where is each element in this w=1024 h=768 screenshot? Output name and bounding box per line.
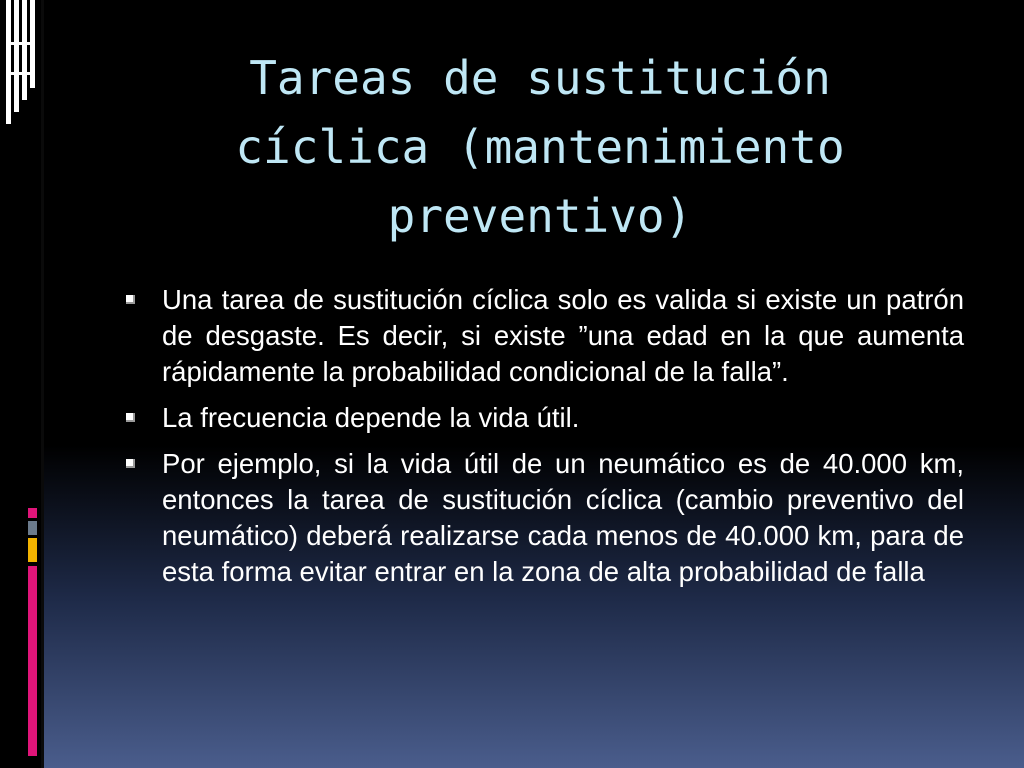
bullet-item [122,446,964,590]
white-stripe [22,0,27,100]
accent-pink-block [28,508,37,518]
left-bar-edge [41,0,44,768]
bullet-text: Una tarea de sustitución cíclica solo es valida si existe un patrón de desgaste. Es decir, si existe ”una edad en la que aumenta rápidamente la probabilidad condicional de la falla”. [162,284,964,387]
square-bullet-icon [126,295,135,304]
accent-pink-strip [28,566,37,756]
white-stripe-horizontal [6,42,35,45]
bullet-list [122,282,964,600]
top-left-stripes-decoration [0,0,41,130]
white-stripe [6,0,11,124]
bullet-item [122,400,964,436]
bullet-text: Por ejemplo, si la vida útil de un neumático es de 40.000 km, entonces la tarea de sustitución cíclica (cambio preventivo del neumático) deberá realizarse cada menos de 40.000 km, para de esta forma evitar entrar en la zona de alta probabilidad de falla [162,448,964,587]
bullet-text: La frecuencia depende la vida útil. [162,402,580,433]
accent-yellow-block [28,538,37,562]
slide-title: Tareas de sustitución cíclica (mantenimiento preventivo) [235,51,845,243]
square-bullet-icon [126,413,135,422]
bullet-item [122,282,964,390]
white-stripe-horizontal [6,72,35,75]
accent-gray-block [28,521,37,535]
white-stripe [14,0,19,112]
square-bullet-icon [126,459,135,468]
